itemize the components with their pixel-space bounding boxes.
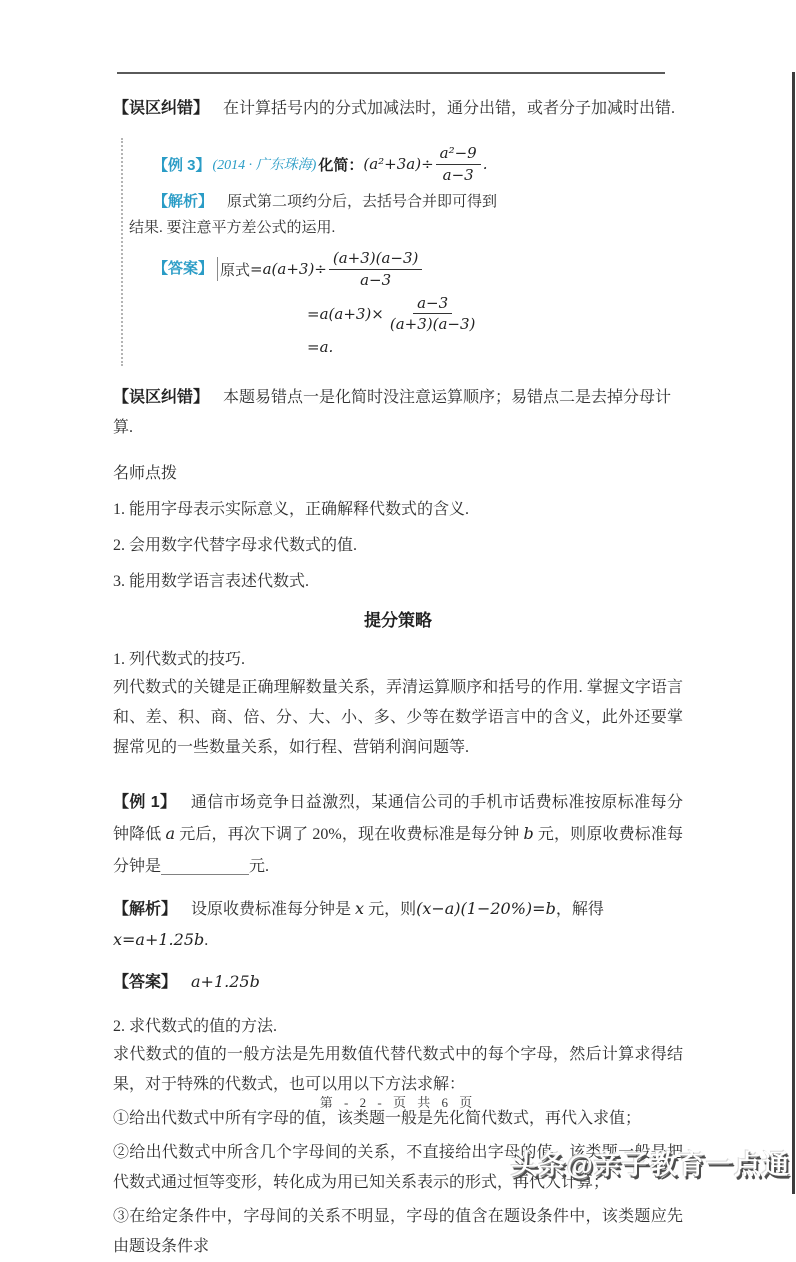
fraction-denominator: (a+3)(a−3): [389, 315, 476, 334]
analysis-text: 元，则: [364, 901, 417, 918]
fraction: [386, 294, 480, 335]
example1-question: [113, 787, 683, 882]
fraction: [329, 249, 423, 290]
fraction-numerator: a−3: [413, 294, 452, 315]
fraction-denominator: a−3: [360, 270, 392, 289]
analysis-label: 【解析】: [113, 901, 178, 918]
analysis-formula-2: x=a+1.25b: [113, 930, 205, 949]
variable-b: b: [523, 824, 534, 843]
method-item-2: ②给出代数式中所含几个字母间的关系，不直接给出字母的值，该类题一般是把代数式通过恒等变形，转化成为用已知关系表示的形式，再代人计算；: [113, 1144, 683, 1191]
answer-label: 【答案】: [153, 260, 214, 277]
analysis-label: 【解析】: [153, 193, 214, 210]
analysis-text: ，解得: [555, 901, 604, 918]
misconception-note-2: [113, 383, 683, 443]
example1-label: 【例 1】: [113, 794, 177, 811]
misconception-label: 【误区纠错】: [113, 100, 210, 117]
equation-step-3: [307, 338, 481, 356]
example1-answer: [113, 967, 683, 998]
variable-a: a: [165, 824, 176, 843]
answer-value: a+1.25b: [191, 972, 260, 991]
analysis-formula-1: (x−a)(1−20%)=b: [416, 899, 556, 918]
method-item-1: ①给出代数式中所有字母的值，该类题一般是先化简代数式，再代入求值；: [113, 1110, 642, 1127]
example3-answer: [129, 249, 503, 360]
answer-label: 【答案】: [113, 974, 178, 991]
equation-op-2: =a(a+3)×: [307, 304, 384, 323]
example3-analysis: [129, 189, 503, 241]
example3-label: 【例 3】: [153, 156, 211, 174]
scan-artifact-bar: [217, 257, 218, 281]
example1-text: 元，则原收费标准每分钟是: [113, 826, 683, 875]
equation-step-2: [307, 294, 481, 335]
variable-x: x: [355, 899, 365, 918]
analysis-text: 原式第二项约分后，去括号合并即可得到结果. 要注意平方差公式的运用.: [129, 194, 498, 236]
misconception-note-1: [113, 94, 683, 124]
tip-item-1: 1. 能用字母表示实际意义，正确解释代数式的含义.: [113, 501, 470, 518]
tip-item-3: 3. 能用数学语言表述代数式.: [113, 573, 310, 590]
misconception-label: 【误区纠错】: [113, 389, 210, 406]
top-divider-rule: [117, 72, 665, 74]
example3-block: [121, 138, 503, 366]
example1-text: 元后，再次下调了 20%，现在收费标准是每分钟: [175, 826, 524, 843]
watermark-text: 头条@亲子教育一点通: [510, 1150, 790, 1180]
misconception-text: 本题易错点一是化简时没注意运算顺序；易错点二是去掉分母计算.: [113, 389, 672, 436]
answer-blank: ___________: [161, 856, 250, 875]
scan-edge-line: [792, 72, 795, 1194]
analysis-text: 设原收费标准每分钟是: [191, 901, 356, 918]
strategy-point-2: 2. 求代数式的值的方法.: [113, 1018, 278, 1035]
equation-steps: [217, 249, 481, 360]
example3-expression: (a²+3a)÷: [363, 155, 434, 173]
equation-step-1: [217, 249, 481, 290]
teacher-tips-heading: 名师点拨: [113, 465, 178, 482]
misconception-text: 在计算括号内的分式加减法时，通分出错，或者分子加减时出错.: [223, 100, 676, 117]
example3-period: .: [482, 155, 488, 173]
strategy-heading: 提分策略: [364, 611, 432, 630]
fraction-numerator: (a+3)(a−3): [329, 249, 423, 270]
page-number-footer: 第 - 2 - 页 共 6 页: [319, 1095, 477, 1110]
strategy-paragraph-2: 求代数式的值的一般方法是先用数值代替代数式中的每个字母，然后计算求得结果，对于特殊的代数式，也可以用以下方法求解：: [113, 1046, 683, 1093]
example3-heading: [129, 142, 503, 186]
equation-lhs: 原式: [220, 262, 251, 279]
equation-op-1: =a(a+3)÷: [250, 260, 327, 279]
strategy-point-1: 1. 列代数式的技巧.: [113, 651, 246, 668]
page-content: [0, 72, 796, 1262]
fraction-numerator: a²−9: [436, 144, 481, 165]
fraction-denominator: a−3: [442, 165, 474, 184]
method-item-3: ③在给定条件中，字母间的关系不明显，字母的值含在题设条件中，该类题应先由题设条件求: [113, 1208, 683, 1255]
example1-analysis: [113, 894, 683, 956]
strategy-paragraph-1: 列代数式的关键是正确理解数量关系，弄清运算顺序和括号的作用. 掌握文字语言和、差、积、商、倍、分、大、小、多、少等在数学语言中的含义，此外还要掌握常见的一些数量关系，如行程、营销利润问题等.: [113, 679, 683, 756]
analysis-text: .: [204, 932, 209, 949]
equation-op-3: =a.: [307, 338, 334, 356]
tip-item-2: 2. 会用数字代替字母求代数式的值.: [113, 537, 358, 554]
example1-text: 通信市场竞争日益激烈，某通信公司的手机市话费标准按原标准每分钟降低: [113, 794, 683, 843]
example3-source: (2014 · 广东珠海): [212, 158, 317, 173]
example1-text: 元.: [249, 858, 270, 875]
fraction: [436, 144, 481, 185]
document-page: [0, 72, 796, 1255]
example3-task: 化简：: [318, 156, 364, 174]
